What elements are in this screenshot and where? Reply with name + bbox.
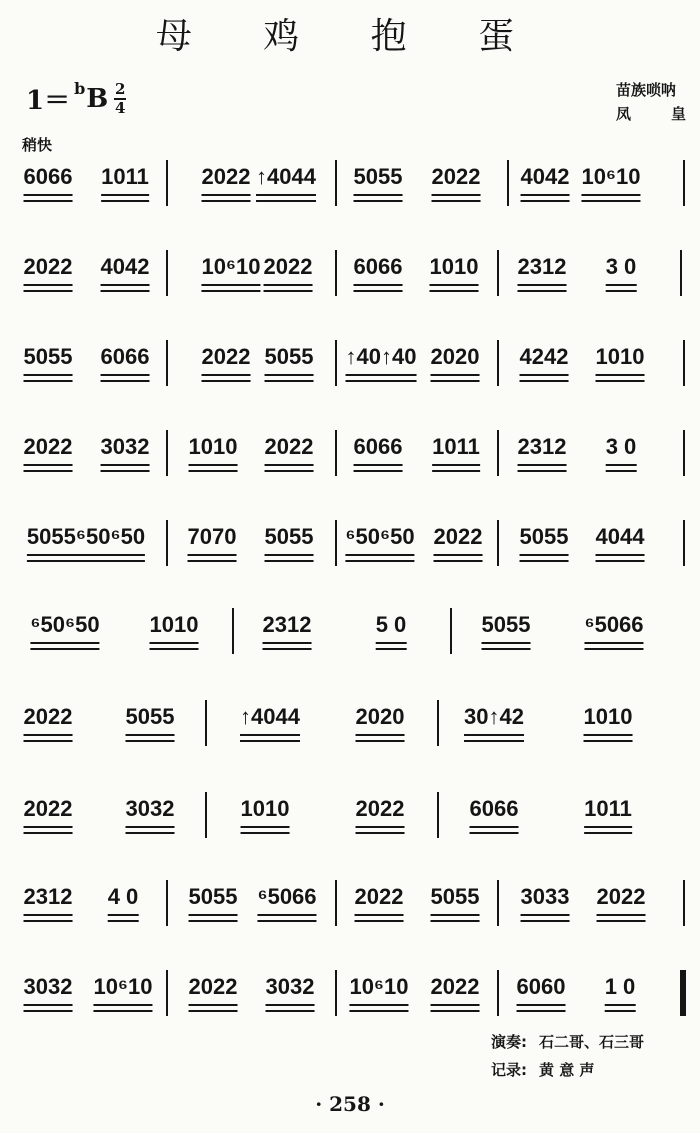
- barline: [166, 250, 168, 296]
- note-group: 5055⁶50⁶50: [27, 520, 145, 562]
- key-prefix: 1＝: [26, 86, 71, 116]
- note-group: 1010: [430, 250, 479, 292]
- note-group: 10⁶10: [201, 250, 260, 292]
- barline: [166, 160, 168, 206]
- note-group: 2312: [518, 430, 567, 472]
- note-group: 1011: [432, 430, 480, 472]
- barline: [166, 340, 168, 386]
- note-group: 1010: [584, 700, 633, 742]
- barline: [335, 160, 337, 206]
- score-row: [0, 880, 700, 940]
- instrument-place: [616, 102, 686, 126]
- note-group: 5055: [354, 160, 403, 202]
- note-group: 2022: [431, 970, 480, 1012]
- score-row: [0, 340, 700, 400]
- note-group: ⁶50⁶50: [30, 608, 99, 650]
- barline: [437, 700, 439, 746]
- barline: [450, 608, 452, 654]
- note-group: 2022: [24, 700, 73, 742]
- recorder-label: 记录:: [490, 1061, 527, 1079]
- note-group: ↑4044: [256, 160, 316, 202]
- note-group: 2020: [431, 340, 480, 382]
- barline: [683, 880, 685, 926]
- note-group: ↑4044: [240, 700, 300, 742]
- note-group: 5055: [126, 700, 175, 742]
- score-row: [0, 608, 700, 668]
- note-group: 4 0: [108, 880, 139, 922]
- note-group: 6066: [101, 340, 150, 382]
- note-group: 4042: [521, 160, 570, 202]
- note-group: 30↑42: [464, 700, 524, 742]
- note-group: 1 0: [605, 970, 636, 1012]
- final-barline: [680, 970, 686, 1016]
- note-group: 3033: [521, 880, 570, 922]
- note-group: 3 0: [606, 250, 637, 292]
- note-group: 6060: [517, 970, 566, 1012]
- note-group: 6066: [24, 160, 73, 202]
- place-b: 皇: [670, 105, 686, 123]
- note-group: 2022: [432, 160, 481, 202]
- note-group: 2312: [263, 608, 312, 650]
- note-group: 4042: [101, 250, 150, 292]
- key-signature: [26, 80, 126, 117]
- note-group: 5055: [265, 520, 314, 562]
- note-group: 2022: [356, 792, 405, 834]
- note-group: 5055: [265, 340, 314, 382]
- note-group: 5055: [520, 520, 569, 562]
- score-row: [0, 430, 700, 490]
- recorder-line: [491, 1056, 644, 1084]
- credits: [491, 1028, 644, 1084]
- barline: [683, 430, 685, 476]
- note-group: 6066: [470, 792, 519, 834]
- barline: [335, 880, 337, 926]
- barline: [497, 970, 499, 1016]
- note-group: 1010: [150, 608, 199, 650]
- note-group: 5055: [24, 340, 73, 382]
- note-group: 2022: [597, 880, 646, 922]
- note-group: 2022: [189, 970, 238, 1012]
- note-group: 6066: [354, 430, 403, 472]
- note-group: ⁶5066: [257, 880, 316, 922]
- note-group: 2022: [264, 250, 313, 292]
- note-group: ↑40↑40: [346, 340, 417, 382]
- barline: [335, 520, 337, 566]
- note-group: 5 0: [376, 608, 407, 650]
- note-group: 2312: [24, 880, 73, 922]
- note-group: 3032: [101, 430, 150, 472]
- note-group: 3 0: [606, 430, 637, 472]
- score-row: [0, 520, 700, 580]
- instrument-info: [616, 78, 686, 126]
- note-group: 5055: [431, 880, 480, 922]
- note-group: 4242: [520, 340, 569, 382]
- time-numerator: 2: [115, 79, 126, 98]
- score-row: [0, 700, 700, 760]
- note-group: ⁶5066: [584, 608, 643, 650]
- note-group: 1010: [189, 430, 238, 472]
- note-group: 1010: [596, 340, 645, 382]
- note-group: 1010: [241, 792, 290, 834]
- barline: [166, 880, 168, 926]
- score-row: [0, 970, 700, 1030]
- note-group: 5055: [482, 608, 531, 650]
- tempo-mark: 稍快: [22, 136, 53, 154]
- note-group: 10⁶10: [581, 160, 640, 202]
- page-number: · 258 ·: [315, 1092, 385, 1116]
- note-group: 2022: [265, 430, 314, 472]
- barline: [497, 340, 499, 386]
- barline: [166, 430, 168, 476]
- key-tonic: B: [86, 83, 109, 114]
- note-group: 6066: [354, 250, 403, 292]
- score-row: [0, 160, 700, 220]
- barline: [497, 430, 499, 476]
- note-group: 2312: [518, 250, 567, 292]
- note-group: 2022: [24, 792, 73, 834]
- time-signature: [114, 79, 126, 117]
- flat-sign: b: [74, 79, 86, 98]
- barline: [497, 880, 499, 926]
- note-group: 1011: [101, 160, 149, 202]
- barline: [335, 250, 337, 296]
- note-group: 10⁶10: [93, 970, 152, 1012]
- recorder-value: 黄 意 声: [538, 1061, 595, 1079]
- note-group: 2020: [356, 700, 405, 742]
- note-group: 2022: [202, 340, 251, 382]
- note-group: 3032: [24, 970, 73, 1012]
- barline: [205, 792, 207, 838]
- barline: [680, 250, 682, 296]
- note-group: 5055: [189, 880, 238, 922]
- note-group: 10⁶10: [349, 970, 408, 1012]
- note-group: 2022: [355, 880, 404, 922]
- note-group: ⁶50⁶50: [345, 520, 414, 562]
- song-title: 母 鸡 抱 蛋: [155, 16, 545, 57]
- note-group: 2022: [24, 430, 73, 472]
- barline: [497, 520, 499, 566]
- time-denominator: 4: [115, 98, 126, 117]
- place-a: 凤: [616, 105, 632, 123]
- barline: [437, 792, 439, 838]
- barline: [205, 700, 207, 746]
- barline: [683, 160, 685, 206]
- note-group: 3032: [126, 792, 175, 834]
- barline: [497, 250, 499, 296]
- barline: [166, 520, 168, 566]
- barline: [507, 160, 509, 206]
- note-group: 7070: [188, 520, 237, 562]
- performer-label: 演奏:: [490, 1033, 527, 1051]
- note-group: 3032: [266, 970, 315, 1012]
- barline: [335, 430, 337, 476]
- note-group: 2022: [434, 520, 483, 562]
- barline: [335, 340, 337, 386]
- barline: [335, 970, 337, 1016]
- note-group: 1011: [584, 792, 632, 834]
- barline: [166, 970, 168, 1016]
- barline: [683, 520, 685, 566]
- score-row: [0, 792, 700, 852]
- note-group: 2022: [202, 160, 251, 202]
- instrument-name: 苗族唢呐: [616, 81, 677, 99]
- score-row: [0, 250, 700, 310]
- note-group: 2022: [24, 250, 73, 292]
- performer-value: 石二哥、石三哥: [538, 1033, 644, 1051]
- performer-line: [491, 1028, 644, 1056]
- note-group: 4044: [596, 520, 645, 562]
- barline: [232, 608, 234, 654]
- barline: [683, 340, 685, 386]
